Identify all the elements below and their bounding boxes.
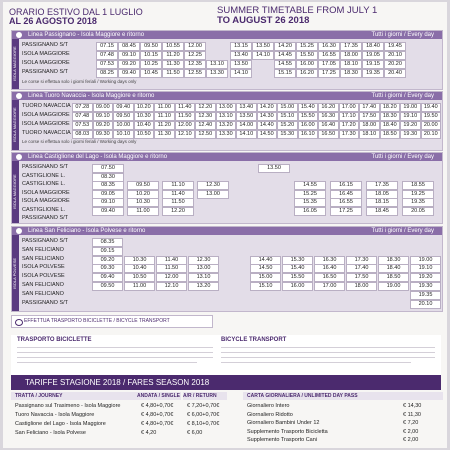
time-cell: 10.25 xyxy=(140,60,162,69)
stop-label: ISOLA MAGGIORE xyxy=(22,198,70,204)
time-cell: 10.30 xyxy=(124,256,155,265)
time-cell: 12.30 xyxy=(188,256,219,265)
section-note: Le corse si effettua solo i giorni feriali / Working days only xyxy=(22,79,137,84)
time-cell: 09.50 xyxy=(92,282,123,291)
time-cell: 17.05 xyxy=(318,60,340,69)
time-cell: 13.50 xyxy=(252,42,274,51)
time-cell: 13.20 xyxy=(188,282,219,291)
time-cell: 13.30 xyxy=(206,69,228,78)
time-cell: 15.40 xyxy=(298,103,319,112)
time-cell: 16.10 xyxy=(298,130,319,139)
stop-label: SAN FELICIANO xyxy=(22,246,64,253)
time-cell: 13.40 xyxy=(236,103,257,112)
time-cell: 20.10 xyxy=(421,130,442,139)
time-cell: 16.45 xyxy=(330,190,362,199)
time-cell: 15.15 xyxy=(274,69,296,78)
time-cell: 08.03 xyxy=(72,130,93,139)
stop-label: SAN FELICIANO xyxy=(22,282,64,288)
time-cell: 10.55 xyxy=(162,42,184,51)
time-cell: 16.20 xyxy=(296,69,318,78)
time-cell: 11.50 xyxy=(175,112,196,121)
stop-label: PASSIGNANO S/T xyxy=(22,69,69,75)
stop-label: TUORO NAVACCIA xyxy=(22,103,71,109)
fare-return: € 8,10+0,70€ xyxy=(187,421,220,427)
section-band xyxy=(12,153,442,161)
fare-route-name: Castiglione del Lago - Isola Maggiore xyxy=(15,421,106,427)
time-cell: 10.40 xyxy=(124,264,155,273)
time-cell: 19.50 xyxy=(421,112,442,121)
time-cell: 14.20 xyxy=(257,103,278,112)
time-cell: 10.30 xyxy=(134,112,155,121)
stop-label: PASSIGNANO S/T xyxy=(22,238,69,244)
it-title-line2: AL 26 AGOSTO 2018 xyxy=(9,16,97,26)
time-cell: 15.10 xyxy=(250,282,281,291)
time-cell: 16.40 xyxy=(314,264,345,273)
time-cell: 09.20 xyxy=(93,121,114,130)
time-cell: 12.00 xyxy=(184,42,206,51)
transport-info xyxy=(11,335,441,375)
pass-name: Giornaliero Intero xyxy=(247,403,290,409)
text-line xyxy=(221,352,435,353)
time-cell: 09.40 xyxy=(92,273,123,282)
time-cell: 15.20 xyxy=(277,121,298,130)
pass-name: Supplemento Trasporto Bicicletta xyxy=(247,428,328,435)
time-cell: 10.00 xyxy=(113,121,134,130)
section-side-label: ISOLA MAGGIORE xyxy=(12,100,19,150)
stop-label: ISOLA POLVESE xyxy=(22,273,65,280)
time-cell: 08.25 xyxy=(96,69,118,78)
it-title-line1: ORARIO ESTIVO DAL 1 LUGLIO xyxy=(9,7,143,17)
fares-banner xyxy=(11,375,441,390)
section-side-label: ISOLA MAGGIORE xyxy=(12,39,19,89)
time-cell: 18.45 xyxy=(366,207,398,216)
time-cell: 14.00 xyxy=(236,121,257,130)
section-band xyxy=(12,227,442,235)
fare-single: € 4,20 xyxy=(141,430,157,436)
time-cell: 07.53 xyxy=(72,121,93,130)
fares-title: TARIFFE STAGIONE 2018 / FARES SEASON 2018 xyxy=(25,378,210,387)
time-cell: 10.10 xyxy=(113,130,134,139)
pass-price: € 2,00 xyxy=(403,428,419,435)
header xyxy=(3,2,447,29)
time-cell: 09.00 xyxy=(93,103,114,112)
time-cell: 09.50 xyxy=(140,42,162,51)
time-cell: 17.00 xyxy=(314,282,345,291)
time-cell: 16.50 xyxy=(314,273,345,282)
section-days: Tutti i giorni / Every day xyxy=(371,32,434,38)
fare-return: € 6,00+0,70€ xyxy=(187,412,220,418)
fare-route-name: Tuoro Navaccia - Isola Maggiore xyxy=(15,412,95,418)
time-cell: 14.40 xyxy=(250,256,281,265)
time-cell: 07.15 xyxy=(96,42,118,51)
time-cell: 09.20 xyxy=(118,60,140,69)
time-cell: 16.30 xyxy=(314,256,345,265)
time-cell: 19.45 xyxy=(384,42,406,51)
time-cell: 12.20 xyxy=(195,103,216,112)
time-cell: 18.00 xyxy=(346,282,377,291)
time-cell: 12.00 xyxy=(175,121,196,130)
time-cell: 20.10 xyxy=(384,51,406,60)
fare-return: € 6,00 xyxy=(187,430,203,436)
time-cell: 20.20 xyxy=(384,60,406,69)
time-cell: 11.50 xyxy=(162,69,184,78)
time-cell: 15.50 xyxy=(282,273,313,282)
time-cell: 17.00 xyxy=(339,103,360,112)
pass-name: Giornaliero Ridotto xyxy=(247,411,293,418)
time-cell: 18.30 xyxy=(380,112,401,121)
time-cell: 14.30 xyxy=(257,112,278,121)
time-cell: 12.20 xyxy=(162,207,194,216)
time-cell: 12.40 xyxy=(195,121,216,130)
timetable-sheet xyxy=(3,2,447,448)
transport-heading-en: BICYCLE TRANSPORT xyxy=(221,337,287,343)
time-cell: 14.55 xyxy=(274,60,296,69)
time-cell: 09.05 xyxy=(92,190,124,199)
time-cell: 18.15 xyxy=(366,198,398,207)
section-san-feliciano xyxy=(11,226,443,312)
section-band xyxy=(12,31,442,39)
time-cell: 13.20 xyxy=(216,121,237,130)
time-cell: 20.05 xyxy=(402,207,434,216)
time-cell: 17.35 xyxy=(366,181,398,190)
time-cell: 11.50 xyxy=(156,264,187,273)
time-cell: 08.30 xyxy=(92,173,124,182)
time-cell: 15.00 xyxy=(250,273,281,282)
fare-route-name: Passignano sul Trasimeno - Isola Maggiore xyxy=(15,403,121,409)
time-cell: 09.40 xyxy=(113,103,134,112)
time-cell: 18.30 xyxy=(378,256,409,265)
time-cell: 18.00 xyxy=(359,121,380,130)
time-cell: 13.00 xyxy=(197,190,229,199)
time-cell: 10.45 xyxy=(140,69,162,78)
time-cell: 14.10 xyxy=(230,69,252,78)
time-cell: 10.15 xyxy=(140,51,162,60)
time-cell: 14.40 xyxy=(257,121,278,130)
time-cell: 07.53 xyxy=(96,60,118,69)
pass-price: € 14,30 xyxy=(403,403,422,409)
time-cell: 19.15 xyxy=(362,60,384,69)
section-title: Linea Passignano - Isola Maggiore e ritorno xyxy=(28,32,145,38)
section-days: Tutti i giorni / Every day xyxy=(371,93,434,99)
time-cell: 18.40 xyxy=(380,121,401,130)
time-cell: 11.40 xyxy=(156,256,187,265)
time-cell: 17.35 xyxy=(340,42,362,51)
time-cell: 13.10 xyxy=(206,60,228,69)
time-cell: 17.30 xyxy=(339,130,360,139)
time-cell: 13.10 xyxy=(216,112,237,121)
time-cell: 19.25 xyxy=(402,190,434,199)
time-cell: 15.50 xyxy=(296,51,318,60)
time-cell: 17.30 xyxy=(346,256,377,265)
time-cell: 11.50 xyxy=(162,198,194,207)
time-cell: 13.00 xyxy=(216,103,237,112)
time-cell: 17.50 xyxy=(359,112,380,121)
stop-label: ISOLA MAGGIORE xyxy=(22,121,70,127)
time-cell: 18.50 xyxy=(380,130,401,139)
time-cell: 15.50 xyxy=(298,112,319,121)
time-cell: 19.35 xyxy=(362,69,384,78)
time-cell: 14.50 xyxy=(250,264,281,273)
time-cell: 12.30 xyxy=(195,112,216,121)
text-line xyxy=(17,357,213,358)
time-cell: 18.20 xyxy=(380,103,401,112)
time-cell: 10.30 xyxy=(127,198,159,207)
time-cell: 15.30 xyxy=(277,130,298,139)
text-line xyxy=(17,347,213,348)
time-cell: 18.55 xyxy=(402,181,434,190)
time-cell: 09.15 xyxy=(92,247,123,256)
time-cell: 09.20 xyxy=(92,256,123,265)
time-cell: 11.30 xyxy=(154,130,175,139)
fare-single: € 4,80+0,70€ xyxy=(141,403,174,409)
time-cell: 09.40 xyxy=(92,207,124,216)
time-cell: 15.35 xyxy=(294,198,326,207)
bicycle-icon xyxy=(15,319,23,326)
time-cell: 15.10 xyxy=(277,112,298,121)
time-cell: 12.00 xyxy=(156,273,187,282)
fare-single: € 4,80+0,70€ xyxy=(141,421,174,427)
time-cell: 12.30 xyxy=(197,181,229,190)
text-line xyxy=(221,357,435,358)
section-side-label: ISOLA MAGGIORE xyxy=(12,161,19,223)
boat-icon xyxy=(16,32,22,38)
time-cell: 12.35 xyxy=(184,60,206,69)
time-cell: 11.00 xyxy=(154,103,175,112)
time-cell: 16.20 xyxy=(318,103,339,112)
stop-label: ISOLA MAGGIORE xyxy=(22,189,70,196)
stop-label: CASTIGLIONE L. xyxy=(22,172,66,179)
time-cell: 17.25 xyxy=(330,207,362,216)
bike-transport-label: EFFETTUA TRASPORTO BICICLETTE / BICYCLE TRANSPORT xyxy=(24,318,170,324)
time-cell: 08.45 xyxy=(118,42,140,51)
time-cell: 18.10 xyxy=(340,60,362,69)
time-cell: 19.30 xyxy=(400,130,421,139)
en-title-line1: SUMMER TIMETABLE FROM JULY 1 xyxy=(217,5,378,16)
pass-name: Giornaliero Bambini Under 12 xyxy=(247,420,320,426)
time-cell: 14.10 xyxy=(236,130,257,139)
pass-price: € 2,00 xyxy=(403,437,419,443)
time-cell: 19.05 xyxy=(362,51,384,60)
text-line xyxy=(221,347,435,348)
boat-icon xyxy=(16,154,22,160)
time-cell: 10.50 xyxy=(134,130,155,139)
stop-label: ISOLA MAGGIORE xyxy=(22,51,70,57)
stop-label: PASSIGNANO S/T xyxy=(22,299,69,306)
stop-label: ISOLA MAGGIORE xyxy=(22,112,70,118)
time-cell: 13.30 xyxy=(216,130,237,139)
time-cell: 16.40 xyxy=(318,121,339,130)
en-title-line2: TO AUGUST 26 2018 xyxy=(217,15,310,26)
time-cell: 13.10 xyxy=(188,273,219,282)
time-cell: 13.15 xyxy=(230,42,252,51)
stop-label: TUORO NAVACCIA xyxy=(22,130,71,136)
time-cell: 08.35 xyxy=(92,181,124,190)
time-cell: 09.40 xyxy=(118,69,140,78)
time-cell: 08.35 xyxy=(92,238,123,247)
stop-label: SAN FELICIANO xyxy=(22,255,64,262)
time-cell: 09.10 xyxy=(118,51,140,60)
time-cell: 19.35 xyxy=(410,291,441,300)
time-cell: 09.30 xyxy=(93,130,114,139)
section-note: Le corse si effettua solo i giorni feriali / Working days only xyxy=(22,139,137,144)
time-cell: 07.48 xyxy=(72,112,93,121)
time-cell: 10.20 xyxy=(134,103,155,112)
stop-label: ISOLA POLVESE xyxy=(22,264,65,271)
time-cell: 19.30 xyxy=(410,282,441,291)
time-cell: 19.10 xyxy=(400,112,421,121)
time-cell: 18.40 xyxy=(362,42,384,51)
time-cell: 20.10 xyxy=(410,300,441,309)
stop-label: PASSIGNANO S/T xyxy=(22,164,69,170)
time-cell: 18.05 xyxy=(366,190,398,199)
time-cell: 11.40 xyxy=(175,103,196,112)
fare-route-name: San Feliciano - Isola Polvese xyxy=(15,430,86,436)
time-cell: 18.10 xyxy=(359,130,380,139)
time-cell: 13.00 xyxy=(188,264,219,273)
time-cell: 20.40 xyxy=(384,69,406,78)
time-cell: 16.50 xyxy=(318,130,339,139)
time-cell: 07.48 xyxy=(96,51,118,60)
time-cell: 16.00 xyxy=(298,121,319,130)
stop-label: ISOLA MAGGIORE xyxy=(22,60,70,66)
time-cell: 17.25 xyxy=(318,69,340,78)
time-cell: 15.25 xyxy=(296,42,318,51)
time-cell: 15.00 xyxy=(277,103,298,112)
time-cell: 11.20 xyxy=(162,51,184,60)
time-cell: 14.20 xyxy=(274,42,296,51)
text-line xyxy=(17,362,197,363)
time-cell: 16.55 xyxy=(318,51,340,60)
stop-label: PASSIGNANO S/T xyxy=(22,215,69,221)
time-cell: 11.10 xyxy=(162,181,194,190)
section-side-label: ISOLA POLVESE xyxy=(12,235,19,311)
time-cell: 15.25 xyxy=(294,190,326,199)
time-cell: 15.30 xyxy=(282,256,313,265)
time-cell: 19.20 xyxy=(400,121,421,130)
fares-head-return: A/R / RETURN xyxy=(183,392,227,400)
time-cell: 17.50 xyxy=(346,273,377,282)
section-title: Linea Tuoro Navaccia - Isola Maggiore e ritorno xyxy=(28,93,155,99)
time-cell: 12.10 xyxy=(175,130,196,139)
time-cell: 19.10 xyxy=(410,264,441,273)
time-cell: 18.40 xyxy=(378,264,409,273)
time-cell: 10.20 xyxy=(127,190,159,199)
section-days: Tutti i giorni / Every day xyxy=(371,228,434,234)
stop-label: PASSIGNANO S/T xyxy=(22,42,69,48)
time-cell: 11.20 xyxy=(154,121,175,130)
time-cell: 16.15 xyxy=(330,181,362,190)
section-tuoro xyxy=(11,91,443,151)
time-cell: 11.30 xyxy=(162,60,184,69)
time-cell: 17.40 xyxy=(346,264,377,273)
time-cell: 13.50 xyxy=(258,164,290,173)
time-cell: 19.35 xyxy=(402,198,434,207)
time-cell: 19.00 xyxy=(400,103,421,112)
time-cell: 16.55 xyxy=(330,198,362,207)
pass-name: Supplemento Trasporto Cani xyxy=(247,437,318,443)
text-line xyxy=(221,362,411,363)
transport-heading-it: TRASPORTO BICICLETTE xyxy=(17,337,92,343)
time-cell: 17.10 xyxy=(339,112,360,121)
time-cell: 14.55 xyxy=(294,181,326,190)
fare-return: € 7,20+0,70€ xyxy=(187,403,220,409)
time-cell: 19.40 xyxy=(421,103,442,112)
time-cell: 20.00 xyxy=(421,121,442,130)
time-cell: 18.00 xyxy=(340,51,362,60)
stop-label: CASTIGLIONE L. xyxy=(22,206,66,213)
time-cell: 07.50 xyxy=(92,164,124,173)
fares-head-route: TRATTA / JOURNEY xyxy=(11,392,137,400)
time-cell: 11.10 xyxy=(154,112,175,121)
time-cell: 19.00 xyxy=(378,282,409,291)
time-cell: 14.50 xyxy=(257,130,278,139)
time-cell: 07.28 xyxy=(72,103,93,112)
time-cell: 09.30 xyxy=(92,264,123,273)
time-cell: 10.50 xyxy=(124,273,155,282)
time-cell: 11.40 xyxy=(162,190,194,199)
time-cell: 16.00 xyxy=(296,60,318,69)
boat-icon xyxy=(16,93,22,99)
section-title: Linea San Feliciano - Isola Polvese e ritorno xyxy=(28,228,146,234)
time-cell: 16.30 xyxy=(318,112,339,121)
time-cell: 11.00 xyxy=(124,282,155,291)
time-cell: 16.05 xyxy=(294,207,326,216)
section-days: Tutti i giorni / Every day xyxy=(371,154,434,160)
time-cell: 09.50 xyxy=(113,112,134,121)
boat-icon xyxy=(16,228,22,234)
time-cell: 09.10 xyxy=(93,112,114,121)
time-cell: 17.40 xyxy=(359,103,380,112)
time-cell: 09.10 xyxy=(92,198,124,207)
time-cell: 11.00 xyxy=(127,207,159,216)
time-cell: 09.50 xyxy=(127,181,159,190)
time-cell: 14.45 xyxy=(274,51,296,60)
pass-price: € 7,20 xyxy=(403,420,419,426)
time-cell: 12.25 xyxy=(184,51,206,60)
time-cell: 15.40 xyxy=(282,264,313,273)
time-cell: 18.50 xyxy=(378,273,409,282)
text-line xyxy=(17,352,213,353)
time-cell: 13.40 xyxy=(230,51,252,60)
time-cell: 16.00 xyxy=(282,282,313,291)
time-cell: 18.30 xyxy=(340,69,362,78)
time-cell: 13.50 xyxy=(236,112,257,121)
fares-head-single: ANDATA / SINGLE xyxy=(137,393,180,399)
time-cell: 19.20 xyxy=(410,273,441,282)
fares-head-daypass: CARTA GIORNALIERA / UNLIMITED DAY PASS xyxy=(243,392,443,400)
stop-label: SAN FELICIANO xyxy=(22,290,64,297)
time-cell: 10.40 xyxy=(134,121,155,130)
bike-transport-bar xyxy=(11,315,213,328)
section-castiglione xyxy=(11,152,443,224)
time-cell: 13.50 xyxy=(230,60,252,69)
section-band xyxy=(12,92,442,100)
time-cell: 16.30 xyxy=(318,42,340,51)
pass-price: € 11,30 xyxy=(403,411,421,418)
time-cell: 12.55 xyxy=(184,69,206,78)
time-cell: 12.50 xyxy=(195,130,216,139)
section-passignano xyxy=(11,30,443,90)
time-cell: 14.10 xyxy=(252,51,274,60)
section-title: Linea Castiglione del Lago - Isola Maggiore e ritorno xyxy=(28,154,168,160)
fare-single: € 4,80+0,70€ xyxy=(141,412,174,418)
time-cell: 17.20 xyxy=(339,121,360,130)
time-cell: 19.00 xyxy=(410,256,441,265)
stop-label: CASTIGLIONE L. xyxy=(22,181,66,187)
time-cell: 12.10 xyxy=(156,282,187,291)
